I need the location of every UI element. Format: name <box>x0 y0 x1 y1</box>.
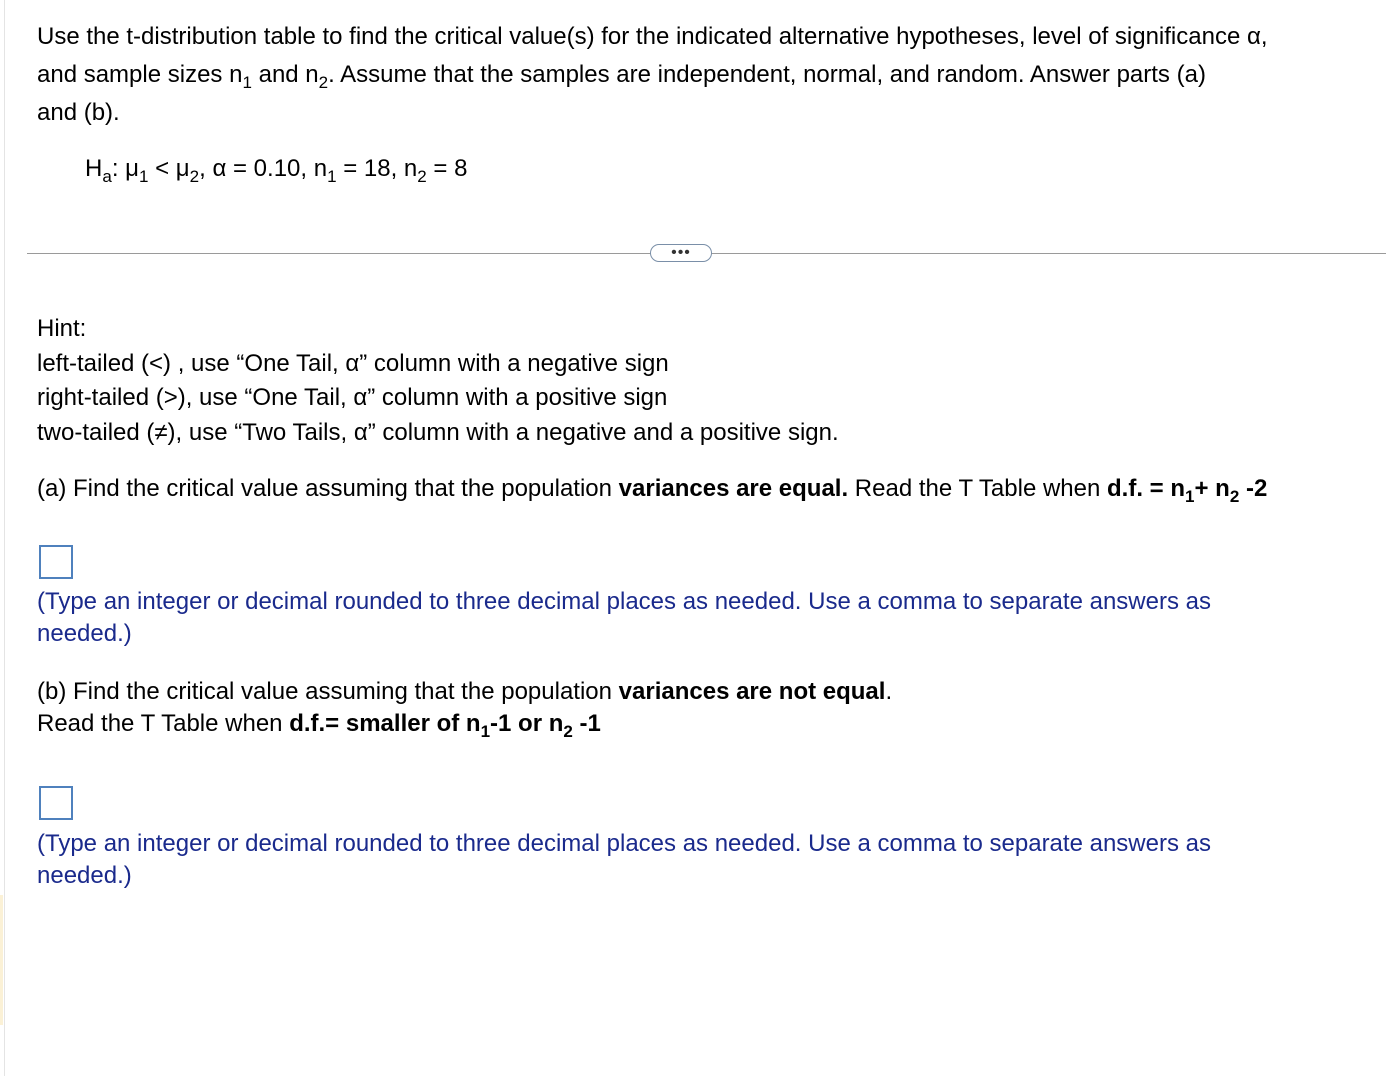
part-a-prompt <box>37 472 1267 506</box>
hint-block <box>37 312 839 450</box>
part-b-line-2 <box>37 708 892 740</box>
part-b-end: -1 <box>572 710 601 737</box>
subscript-2: 2 <box>318 73 329 92</box>
formula-mu1-subscript: 1 <box>138 167 149 186</box>
formula-n1-value: = 18, n <box>336 155 418 182</box>
formula-n2-subscript: 2 <box>417 167 427 186</box>
subscript-1: 1 <box>242 73 252 92</box>
formula-alpha: , α = 0.10, n <box>199 155 328 182</box>
part-b-subscript-2: 2 <box>563 722 573 741</box>
hint-right-tailed: right-tailed (>), use “One Tail, α” column with a positive sign <box>37 384 668 411</box>
part-a-subscript-1: 1 <box>1185 487 1195 506</box>
formula-n1-subscript: 1 <box>327 167 337 186</box>
hint-title: Hint: <box>37 315 87 342</box>
part-b-answer-input[interactable] <box>39 786 73 820</box>
left-border-accent <box>0 895 3 1025</box>
part-a-plus: + n <box>1194 475 1230 502</box>
part-a-bold-variances: variances are equal. <box>618 475 849 502</box>
part-b-prefix: (b) Find the critical value assuming that the population <box>37 678 619 705</box>
formula-n2-value: = 8 <box>426 155 468 182</box>
part-b-df-formula <box>289 710 601 741</box>
formula-mu2: < μ <box>148 155 190 182</box>
part-b-line-1 <box>37 676 892 708</box>
part-a-subscript-2: 2 <box>1229 487 1240 506</box>
part-a-instruction: (Type an integer or decimal rounded to three decimal places as needed. Use a comma to separate answers as needed.) <box>37 588 1211 647</box>
part-a-minus: -2 <box>1239 475 1268 502</box>
hint-two-tailed: two-tailed (≠), use “Two Tails, α” column with a negative and a positive sign. <box>37 418 839 446</box>
part-b-or-text: -1 or n <box>490 710 564 737</box>
part-b-line-2-prefix: Read the T Table when <box>37 710 290 737</box>
part-b-bold-variances: variances are not equal <box>618 678 886 705</box>
part-b-df-label: d.f.= smaller of n <box>289 710 481 737</box>
part-b-subscript-1: 1 <box>480 722 491 741</box>
part-b-prompt <box>37 676 892 740</box>
expand-more-button[interactable]: ••• <box>650 244 712 262</box>
part-b-period: . <box>885 678 893 705</box>
formula-h: H <box>85 155 103 182</box>
left-border-rule <box>4 0 5 1076</box>
question-line-1: Use the t-distribution table to find the critical value(s) for the indicated alternative hypotheses, level of significance α, <box>37 23 1268 50</box>
part-a-df-label: d.f. = n <box>1107 475 1185 502</box>
formula-h-subscript: a <box>102 167 112 186</box>
question-line-2 <box>37 56 1377 94</box>
formula-mu2-subscript: 2 <box>189 167 200 186</box>
part-a-answer-input[interactable] <box>39 545 73 579</box>
question-line-3: and (b). <box>37 99 120 126</box>
hypothesis-formula <box>85 152 467 186</box>
part-a-df-formula <box>1107 475 1268 506</box>
hint-left-tailed: left-tailed (<) , use “One Tail, α” column with a negative sign <box>37 349 669 377</box>
question-line-2-text-a: and sample sizes n <box>37 61 243 88</box>
part-a-middle: Read the T Table when <box>848 475 1107 502</box>
formula-mu1: : μ <box>111 155 139 182</box>
question-text <box>37 18 1377 132</box>
part-b-instruction: (Type an integer or decimal rounded to three decimal places as needed. Use a comma to separate answers as needed.) <box>37 830 1211 889</box>
question-line-2-text-b: and n <box>251 61 319 88</box>
question-line-2-text-c: . Assume that the samples are independent, normal, and random. Answer parts (a) <box>328 61 1206 88</box>
part-a-prefix: (a) Find the critical value assuming that the population <box>37 475 619 502</box>
